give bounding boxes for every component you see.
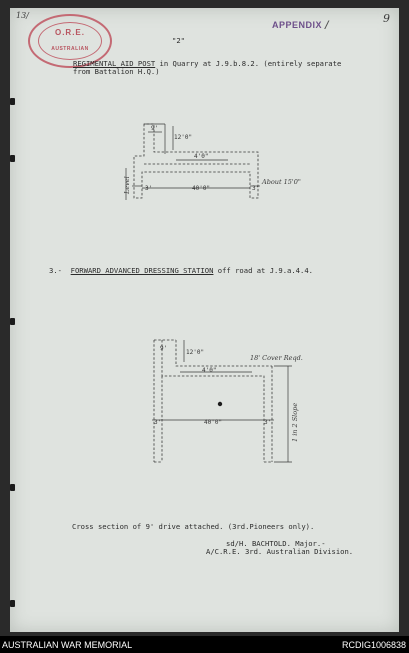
handwritten-page-number: 9 [383, 12, 390, 25]
dim-40ft: 40'0" [192, 185, 211, 192]
dim-3ft-right: 3' [252, 185, 260, 192]
fads-plan-diagram [140, 336, 320, 468]
document-page [10, 8, 399, 632]
appendix-stamp: APPENDIX / [272, 20, 330, 31]
footer-bar [0, 636, 409, 653]
ore-stamp: O.R.E. AUSTRALIAN [28, 14, 112, 68]
dim-3ft-left: 3' [145, 185, 153, 192]
dim-9ft: 9' [151, 125, 159, 132]
punch-mark [10, 155, 15, 162]
rap-plan-diagram [118, 118, 301, 208]
punch-mark [10, 484, 15, 491]
dim-12ft: 12'0" [186, 349, 205, 356]
footer-credit: AUSTRALIAN WAR MEMORIAL [2, 640, 133, 650]
dim-cover-required: 18' Cover Reqd. [250, 354, 303, 362]
dim-9ft: 9' [160, 345, 168, 352]
section2-line2: from Battalion H.Q.) [73, 67, 160, 76]
punch-mark [10, 600, 15, 607]
dim-3ft-right: 3' [264, 419, 272, 426]
dim-12ft: 12'0" [174, 134, 193, 141]
dim-slope: 1 in 2 Slope [291, 402, 299, 442]
dim-4ft: 4'0" [194, 153, 209, 160]
page-marker: "2" [172, 36, 185, 45]
dim-3ft-left: 3' [154, 419, 162, 426]
dim-about-15ft: About 15'0" [262, 178, 301, 186]
punch-mark [10, 98, 15, 105]
punch-mark [10, 318, 15, 325]
corner-note: 13/ [16, 11, 29, 20]
section2-line1: REGIMENTAL AID POST in Quarry at J.9.b.8.2. (entirely separate [73, 59, 342, 68]
cross-section-note: Cross section of 9' drive attached. (3rd.Pioneers only). [72, 522, 315, 531]
dim-level: Level [123, 176, 131, 194]
signature-line2: A/C.R.E. 3rd. Australian Division. [206, 547, 354, 556]
footer-catalog-id: RCDIG1006838 [341, 640, 406, 650]
section3-line: 3.- FORWARD ADVANCED DRESSING STATION off road at J.9.a.4.4. [49, 266, 313, 275]
dim-4ft: 4'0" [202, 367, 217, 374]
signature-line1: sd/H. BACHTOLD. Major.- [226, 539, 326, 548]
dim-40ft: 40'0" [204, 419, 223, 426]
